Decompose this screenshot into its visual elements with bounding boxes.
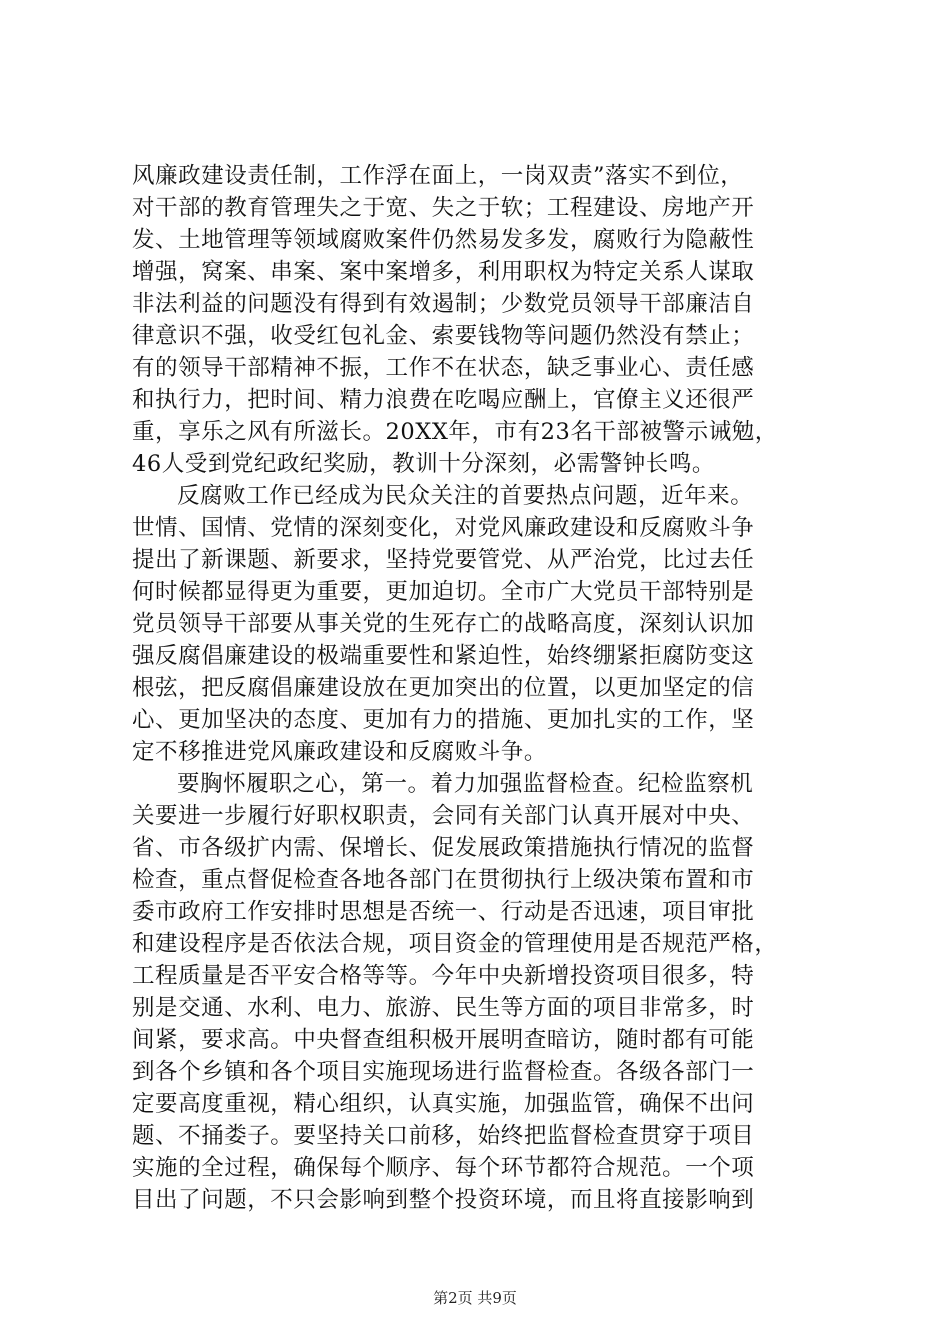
body-text	[132, 160, 832, 1216]
text-line: 律意识不强，收受红包礼金、索要钱物等问题仍然没有禁止；	[132, 323, 755, 349]
text-line: 和执行力，把时间、精力浪费在吃喝应酬上，官僚主义还很严	[132, 387, 755, 413]
text-line: 关要进一步履行好职权职责，会同有关部门认真开展对中央、	[132, 803, 755, 829]
text-line: 实施的全过程，确保每个顺序、每个环节都符合规范。一个项	[132, 1155, 755, 1181]
text-line: 间紧，要求高。中央督查组积极开展明查暗访，随时都有可能	[132, 1027, 755, 1053]
paragraph-start-line: 反腐败工作已经成为民众关注的首要热点问题，近年来。	[177, 483, 754, 509]
text-line: 发、土地管理等领域腐败案件仍然易发多发，腐败行为隐蔽性	[132, 227, 755, 253]
text-line: 工程质量是否平安合格等等。今年中央新增投资项目很多，特	[132, 963, 755, 989]
text-line: 风廉政建设责任制，工作浮在面上，一岗双责”落实不到位，	[132, 163, 744, 189]
text-line: 和建设程序是否依法合规，项目资金的管理使用是否规范严格，	[132, 931, 778, 957]
text-line: 别是交通、水利、电力、旅游、民生等方面的项目非常多，时	[132, 995, 755, 1021]
text-line: 46人受到党纪政纪奖励，教训十分深刻，必需警钟长鸣。	[132, 451, 715, 477]
text-line: 目出了问题，不只会影响到整个投资环境，而且将直接影响到	[132, 1187, 755, 1213]
text-line: 题、不捅娄子。要坚持关口前移，始终把监督检查贯穿于项目	[132, 1123, 755, 1149]
paragraph-start-line: 要胸怀履职之心，第一。着力加强监督检查。纪检监察机	[177, 771, 754, 797]
text-line: 省、市各级扩内需、保增长、促发展政策措施执行情况的监督	[132, 835, 755, 861]
text-line: 何时候都显得更为重要，更加迫切。全市广大党员干部特别是	[132, 579, 755, 605]
text-line: 强反腐倡廉建设的极端重要性和紧迫性，始终绷紧拒腐防变这	[132, 643, 755, 669]
page-number-footer: 第2页 共9页	[433, 1289, 517, 1307]
text-line: 增强，窝案、串案、案中案增多，利用职权为特定关系人谋取	[132, 259, 755, 285]
text-line: 检查，重点督促检查各地各部门在贯彻执行上级决策布置和市	[132, 867, 755, 893]
text-line: 非法利益的问题没有得到有效遏制；少数党员领导干部廉洁自	[132, 291, 755, 317]
text-line: 定要高度重视，精心组织，认真实施，加强监管，确保不出问	[132, 1091, 755, 1117]
text-line: 定不移推进党风廉政建设和反腐败斗争。	[132, 739, 547, 765]
text-line: 委市政府工作安排时思想是否统一、行动是否迅速，项目审批	[132, 899, 755, 925]
text-line: 对干部的教育管理失之于宽、失之于软；工程建设、房地产开	[132, 195, 755, 221]
text-line: 有的领导干部精神不振，工作不在状态，缺乏事业心、责任感	[132, 355, 755, 381]
text-line: 到各个乡镇和各个项目实施现场进行监督检查。各级各部门一	[132, 1059, 755, 1085]
text-line: 根弦，把反腐倡廉建设放在更加突出的位置，以更加坚定的信	[132, 675, 755, 701]
text-line: 党员领导干部要从事关党的生死存亡的战略高度，深刻认识加	[132, 611, 755, 637]
text-line: 重，享乐之风有所滋长。20XX年，市有23名干部被警示诫勉，	[132, 419, 778, 445]
text-line: 世情、国情、党情的深刻变化，对党风廉政建设和反腐败斗争	[132, 515, 755, 541]
text-line: 提出了新课题、新要求，坚持党要管党、从严治党，比过去任	[132, 547, 755, 573]
text-line: 心、更加坚决的态度、更加有力的措施、更加扎实的工作，坚	[132, 707, 755, 733]
